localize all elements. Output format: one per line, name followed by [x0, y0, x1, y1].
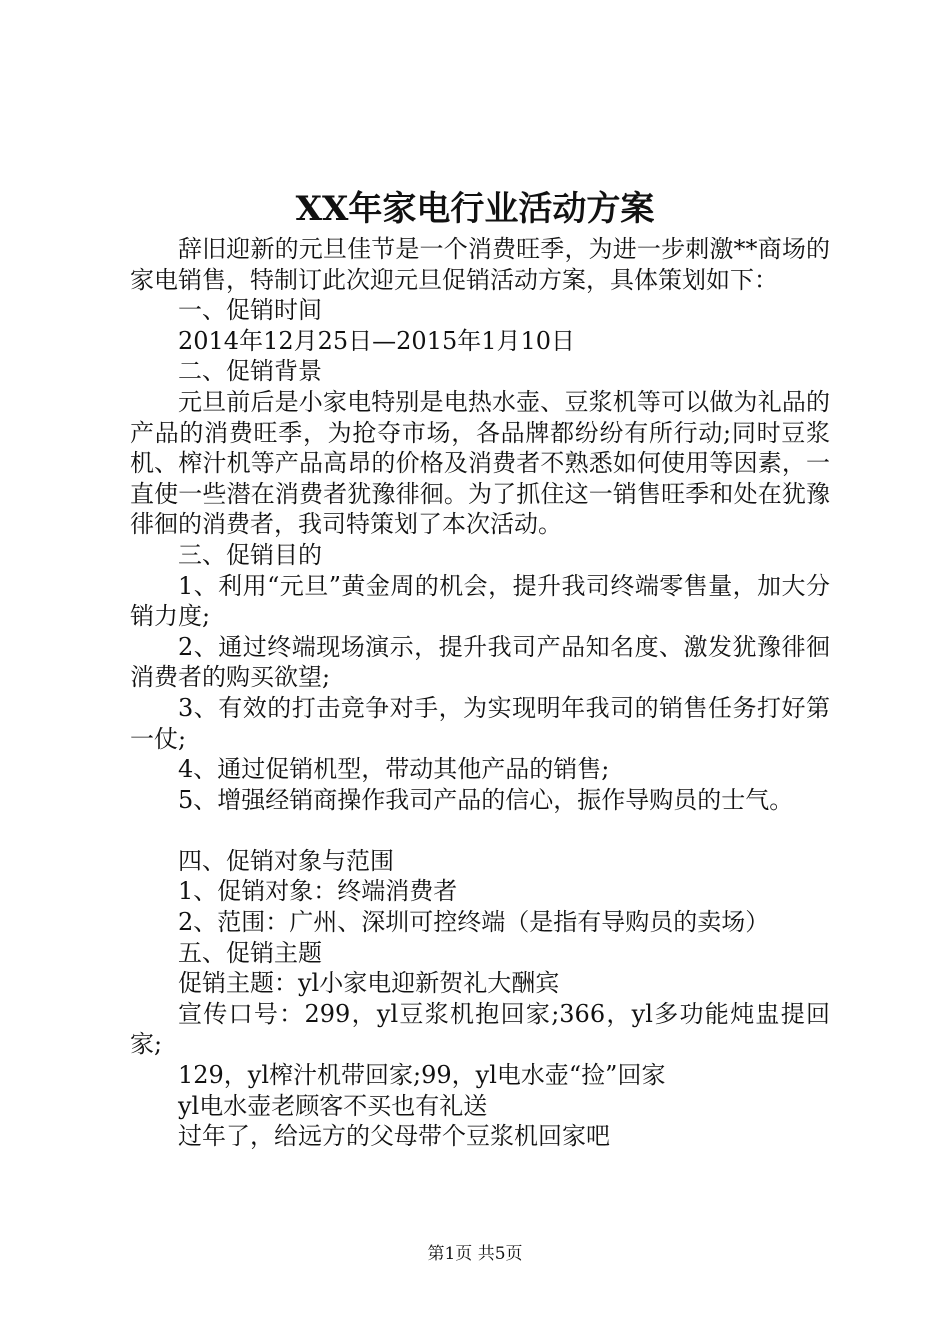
- section-heading-background: 二、促销背景: [178, 357, 322, 386]
- purpose-item-3: 3、有效的打击竞争对手，为实现明年我司的销售任务打好第一仗;: [130, 693, 830, 753]
- promotion-slogan: 宣传口号：299，yl豆浆机抱回家;366，yl多功能炖盅提回家;: [130, 999, 830, 1059]
- document-body: [130, 234, 830, 1152]
- purpose-item-5: 5、增强经销商操作我司产品的信心，振作导购员的士气。: [178, 785, 794, 814]
- section-heading-theme: 五、促销主题: [178, 938, 322, 967]
- purpose-item-2: 2、通过终端现场演示，提升我司产品知名度、激发犹豫徘徊消费者的购买欲望;: [130, 632, 830, 692]
- intro-paragraph: 辞旧迎新的元旦佳节是一个消费旺季，为进一步刺激**商场的家电销售，特制订此次迎元旦促销活动方案，具体策划如下：: [130, 235, 830, 294]
- document-title: XX年家电行业活动方案: [295, 189, 655, 229]
- page-footer: 第1页 共5页: [427, 1244, 523, 1264]
- section-heading-purpose: 三、促销目的: [178, 540, 322, 569]
- section-heading-target: 四、促销对象与范围: [178, 846, 394, 875]
- slogan-line-2: yl电水壶老顾客不买也有礼送: [178, 1091, 488, 1120]
- target-item-2: 2、范围：广州、深圳可控终端（是指有导购员的卖场）: [178, 908, 770, 937]
- blank-line: [130, 815, 830, 846]
- background-paragraph: 元旦前后是小家电特别是电热水壶、豆浆机等可以做为礼品的产品的消费旺季，为抢夺市场，各品牌都纷纷有所行动;同时豆浆机、榨汁机等产品高昂的价格及消费者不熟悉如何使用等因素，一直使一些潜在消费者犹豫徘徊。为了抓住这一销售旺季和处在犹豫徘徊的消费者，我司特策划了本次活动。: [130, 387, 830, 539]
- slogan-line-3: 过年了，给远方的父母带个豆浆机回家吧: [178, 1122, 610, 1151]
- section-heading-time: 一、促销时间: [178, 296, 322, 325]
- purpose-item-4: 4、通过促销机型，带动其他产品的销售;: [178, 755, 610, 784]
- promotion-theme: 促销主题：yl小家电迎新贺礼大酬宾: [178, 969, 560, 998]
- purpose-item-1: 1、利用“元旦”黄金周的机会，提升我司终端零售量，加大分销力度;: [130, 571, 830, 631]
- promotion-dates: 2014年12月25日—2015年1月10日: [178, 326, 576, 355]
- slogan-line-1: 129，yl榨汁机带回家;99，yl电水壶“捡”回家: [178, 1061, 666, 1090]
- target-item-1: 1、促销对象：终端消费者: [178, 877, 458, 906]
